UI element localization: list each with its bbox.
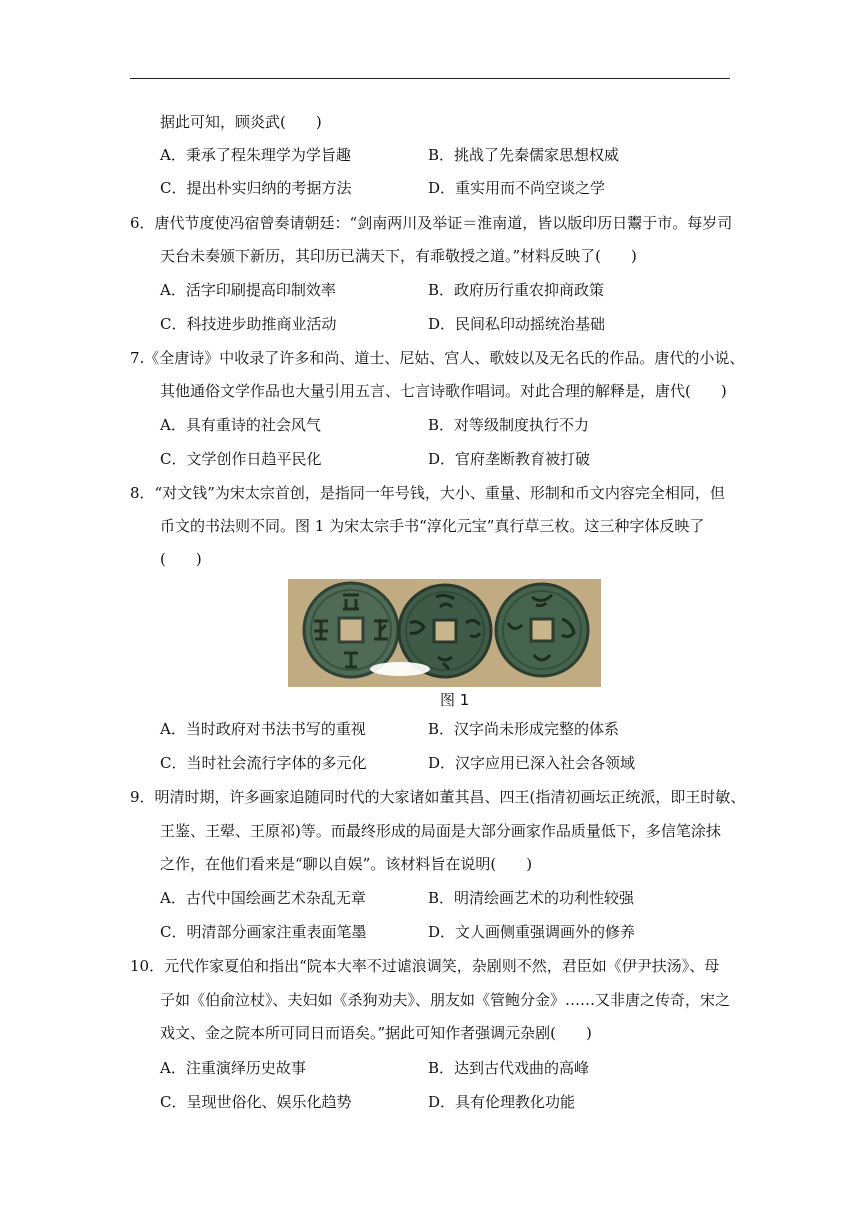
- q6-stem-line1: 6．唐代节度使冯宿曾奏请朝廷：“剑南两川及举证＝淮南道，皆以版印历日鬻于市。每岁司: [130, 214, 733, 232]
- q8-option-c[interactable]: C．当时社会流行字体的多元化: [160, 754, 367, 772]
- q10-option-c[interactable]: C．呈现世俗化、娱乐化趋势: [160, 1093, 352, 1111]
- q6-option-d[interactable]: D．民间私印动摇统治基础: [428, 315, 606, 333]
- q9-option-a[interactable]: A．古代中国绘画艺术杂乱无章: [160, 889, 366, 907]
- q8-stem-line2: 币文的书法则不同。图 1 为宋太宗手书“淳化元宝”真行草三枚。这三种字体反映了: [160, 517, 705, 535]
- q10-stem-line2: 子如《伯俞泣杖》、夫妇如《杀狗劝夫》、朋友如《管鲍分金》……又非唐之传奇，宋之: [160, 991, 731, 1009]
- q7-stem-line2: 其他通俗文学作品也大量引用五言、七言诗歌作唱词。对此合理的解释是，唐代( ): [160, 382, 727, 400]
- header-rule: [130, 78, 730, 79]
- q7-option-b[interactable]: B．对等级制度执行不力: [428, 416, 590, 434]
- q10-stem-line3: 戏文、金之院本所可同日而语矣。”据此可知作者强调元杂剧( ): [160, 1024, 592, 1042]
- q9-stem-line1: 9．明清时期，许多画家追随同时代的大家诸如董其昌、四王(指清初画坛正统派，即王时敏、: [130, 788, 746, 806]
- q9-stem-line3: 之作，在他们看来是“聊以自娱”。该材料旨在说明( ): [160, 855, 533, 873]
- q5-stem: 据此可知，顾炎武( ): [160, 113, 322, 131]
- q8-option-a[interactable]: A．当时政府对书法书写的重视: [160, 720, 366, 738]
- q7-option-c[interactable]: C．文学创作日趋平民化: [160, 450, 322, 468]
- q10-option-a[interactable]: A．注重演绎历史故事: [160, 1059, 306, 1077]
- q7-stem-line1: 7.《全唐诗》中收录了许多和尚、道士、尼姑、宫人、歌妓以及无名氏的作品。唐代的小说、: [130, 349, 745, 367]
- figure-caption: 图 1: [440, 691, 470, 709]
- q10-option-b[interactable]: B．达到古代戏曲的高峰: [428, 1059, 590, 1077]
- q9-option-d[interactable]: D．文人画侧重强调画外的修养: [428, 923, 636, 941]
- q10-stem-line1: 10．元代作家夏伯和指出“院本大率不过谑浪调笑，杂剧则不然，君臣如《伊尹扶汤》、母: [130, 957, 720, 975]
- coin-regular-script: [304, 583, 398, 677]
- q5-option-c[interactable]: C．提出朴实归纳的考据方法: [160, 179, 352, 197]
- q6-option-c[interactable]: C．科技进步助推商业活动: [160, 315, 337, 333]
- q7-option-d[interactable]: D．官府垄断教育被打破: [428, 450, 591, 468]
- q9-stem-line2: 王鉴、王翚、王原祁)等。而最终形成的局面是大部分画家作品质量低下，多信笔涂抹: [160, 822, 721, 840]
- q8-stem-line1: 8．“对文钱”为宋太宗首创，是指同一年号钱，大小、重量、形制和币文内容完全相同，但: [130, 484, 725, 502]
- coin-figure-image: [288, 579, 601, 687]
- q7-option-a[interactable]: A．具有重诗的社会风气: [160, 416, 321, 434]
- q6-option-b[interactable]: B．政府历行重农抑商政策: [428, 281, 605, 299]
- q5-option-d[interactable]: D．重实用而不尚空谈之学: [428, 179, 606, 197]
- q9-option-b[interactable]: B．明清绘画艺术的功利性较强: [428, 889, 635, 907]
- q6-stem-line2: 天台未奏颁下新历，其印历已满天下，有乖敬授之道。”材料反映了( ): [160, 247, 637, 265]
- q5-option-b[interactable]: B．挑战了先秦儒家思想权威: [428, 146, 620, 164]
- q5-option-a[interactable]: A．秉承了程朱理学为学旨趣: [160, 146, 351, 164]
- q6-option-a[interactable]: A．活字印刷提高印制效率: [160, 281, 336, 299]
- q9-option-c[interactable]: C．明清部分画家注重表面笔墨: [160, 923, 367, 941]
- q8-option-b[interactable]: B．汉字尚未形成完整的体系: [428, 720, 620, 738]
- q10-option-d[interactable]: D．具有伦理教化功能: [428, 1093, 576, 1111]
- q8-stem-line3: ( ): [160, 550, 202, 568]
- coin-cursive-script: [496, 584, 588, 676]
- q8-option-d[interactable]: D．汉字应用已深入社会各领域: [428, 754, 636, 772]
